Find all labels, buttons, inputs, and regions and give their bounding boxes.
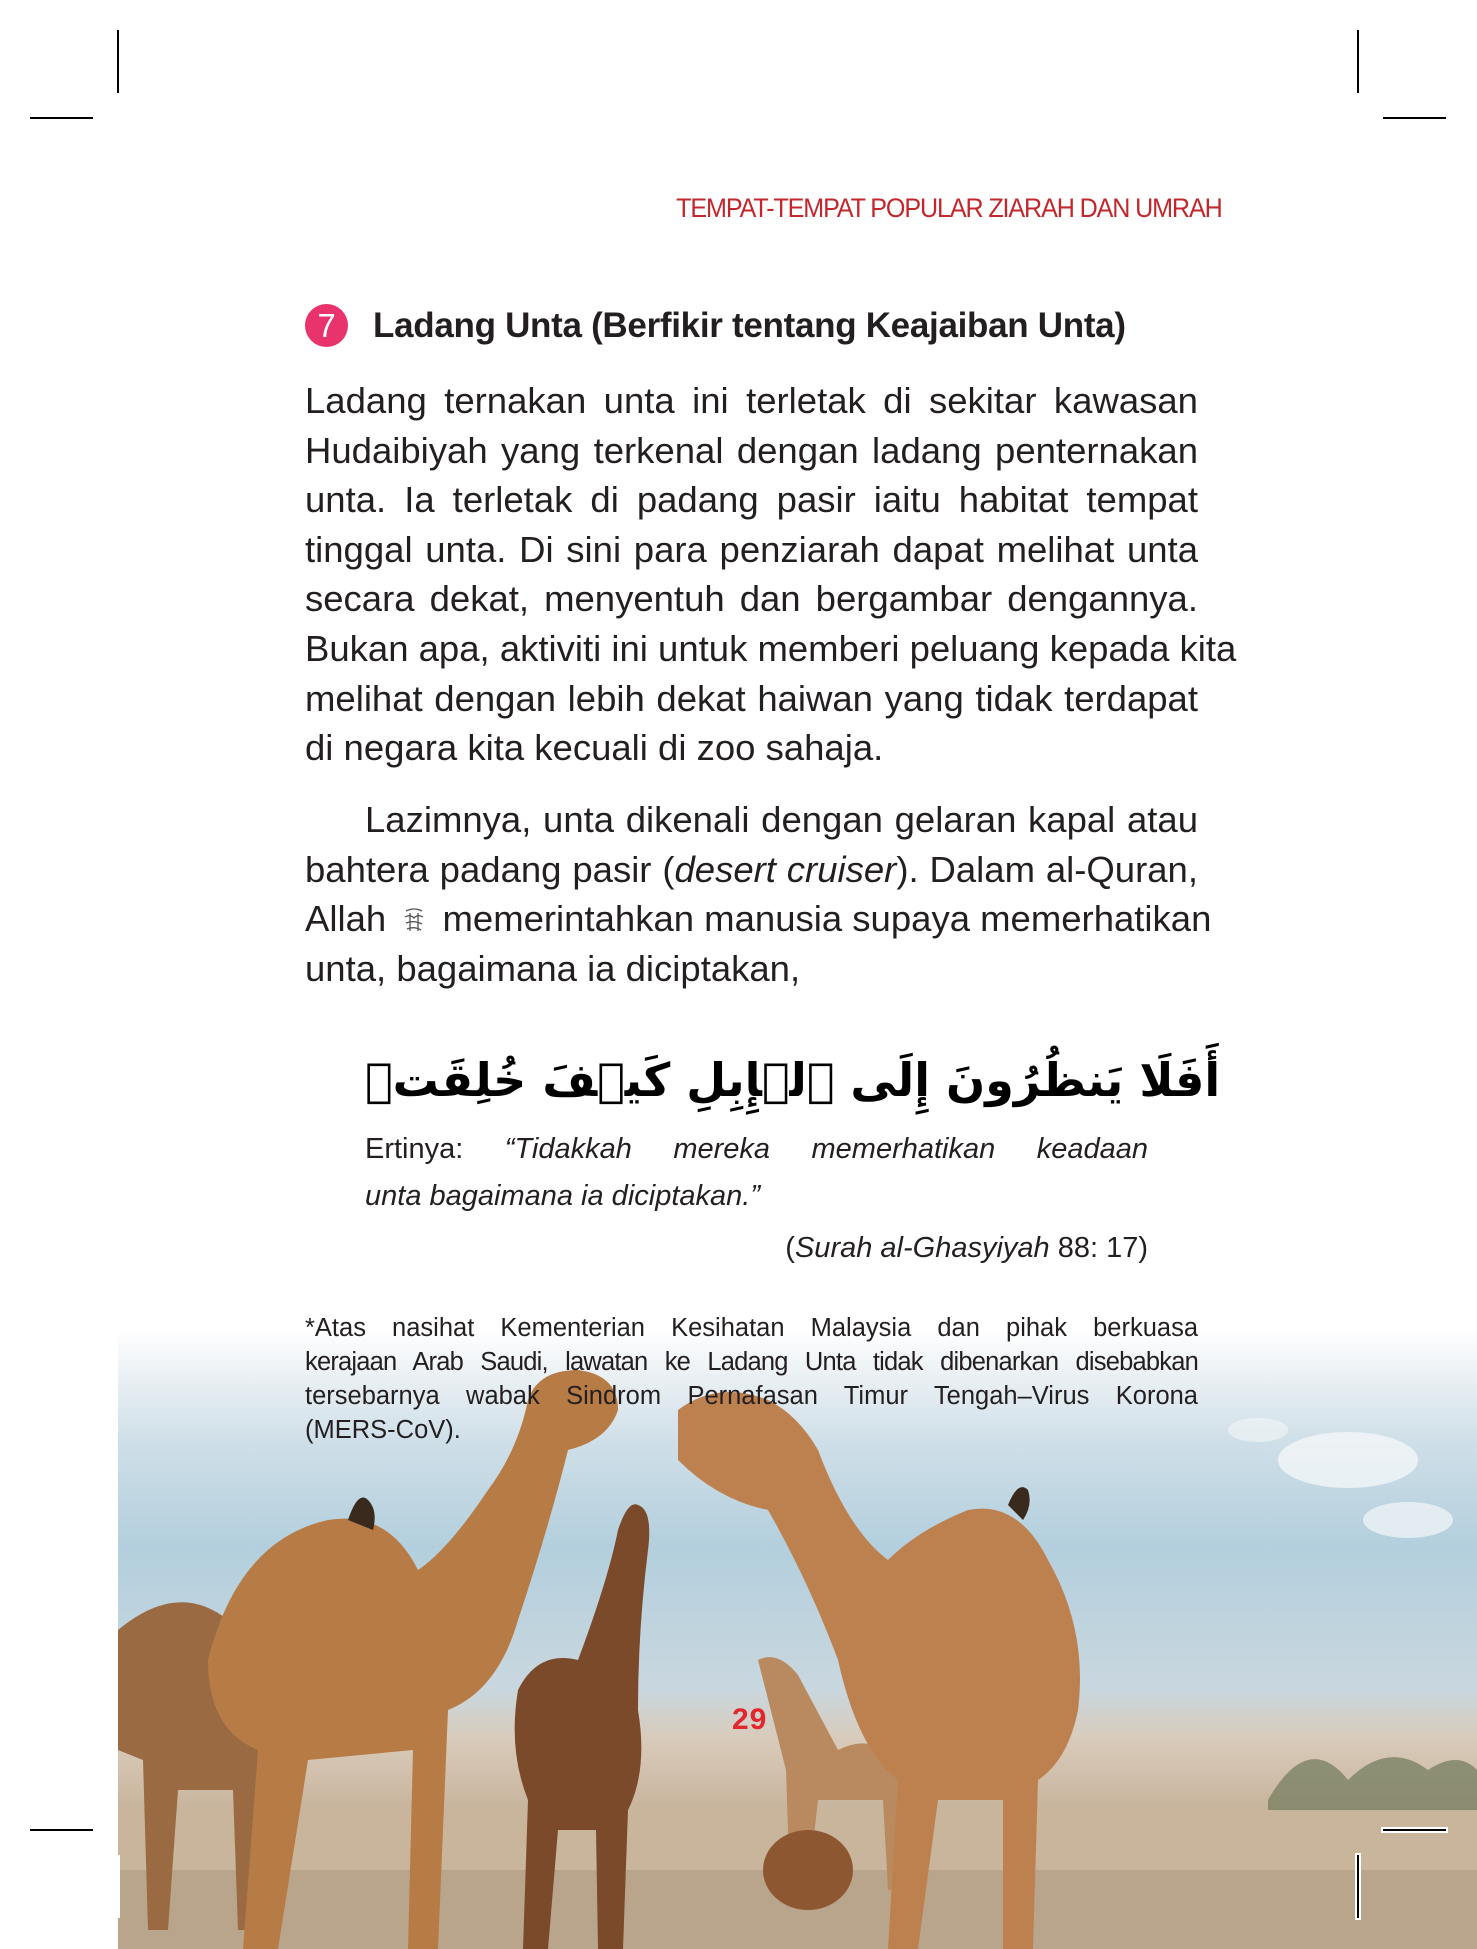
paragraph-line: Ladang ternakan unta ini terletak di sekitar kawasan (305, 380, 1198, 421)
text-run: ). Dalam al-Quran, (896, 848, 1198, 890)
translation-line (365, 1126, 1148, 1173)
paragraph-line: Bukan apa, aktiviti ini untuk memberi peluang kepada kita (305, 627, 1237, 669)
translation-line (365, 1173, 1148, 1220)
arabic-verse-text: أَفَلَا يَنظُرُونَ إِلَى ٱلۡإِبِلِ كَيۡفَ خُلِقَتۡ (365, 1053, 1221, 1107)
paragraph-line: unta, bagaimana ia diciptakan, (305, 947, 801, 989)
paragraph-line: unta. Ia terletak di padang pasir iaitu habitat tempat (305, 479, 1198, 521)
crop-mark-top-right-vertical (1357, 30, 1359, 93)
paragraph-line (305, 894, 1212, 944)
text-run: Allah (305, 898, 387, 940)
section-heading (305, 304, 1126, 347)
paragraph-line: Hudaibiyah yang terkenal dengan ladang penternakan (305, 429, 1198, 471)
paragraph-line: Lazimnya, unta dikenali dengan gelaran kapal atau (365, 799, 1198, 840)
footnote (305, 1311, 1198, 1447)
section-title: Ladang Unta (Berfikir tentang Keajaiban Unta) (373, 305, 1126, 345)
paragraph-1 (305, 376, 1237, 773)
paragraph-line (305, 845, 1198, 895)
italic-term: desert cruiser (674, 848, 897, 890)
paragraph-line: di negara kita kecuali di zoo sahaja. (305, 727, 884, 769)
text-run: ( (785, 1232, 795, 1264)
crop-mark-bottom-right-horizontal (1383, 1829, 1446, 1831)
crop-mark-bottom-left-vertical (118, 1855, 120, 1918)
verse-translation (365, 1126, 1148, 1220)
running-head: TEMPAT-TEMPAT POPULAR ZIARAH DAN UMRAH (676, 193, 1222, 223)
footnote-line: *Atas nasihat Kementerian Kesihatan Malaysia dan pihak berkuasa (305, 1314, 1198, 1342)
crop-mark-bottom-left-horizontal (30, 1829, 93, 1831)
translation-label: Ertinya: (365, 1133, 505, 1165)
text-run: memerintahkan manusia supaya memerhatikan (442, 898, 1212, 940)
footnote-line: tersebarnya wabak Sindrom Pernafasan Timur Tengah–Virus Korona (305, 1382, 1198, 1410)
text-run: bahtera padang pasir ( (305, 848, 675, 890)
footnote-line: kerajaan Arab Saudi, lawatan ke Ladang Unta tidak dibenarkan disebabkan (305, 1348, 1198, 1376)
crop-mark-top-left-vertical (117, 30, 119, 93)
surah-name: Surah al-Ghasyiyah (794, 1232, 1050, 1264)
footnote-line: (MERS-CoV). (305, 1416, 461, 1444)
paragraph-2 (305, 795, 1212, 993)
crop-mark-bottom-right-vertical (1357, 1855, 1359, 1918)
crop-mark-top-left-horizontal (30, 117, 93, 119)
paragraph-line: melihat dengan lebih dekat haiwan yang tidak terdapat (305, 677, 1198, 719)
paragraph-line: tinggal unta. Di sini para penziarah dapat melihat unta (305, 528, 1198, 570)
crop-mark-top-right-horizontal (1383, 117, 1446, 119)
swt-calligraphy-icon (400, 905, 428, 935)
section-number-badge: 7 (305, 304, 348, 347)
paragraph-line: secara dekat, menyentuh dan bergambar dengannya. (305, 578, 1198, 620)
quran-verse (365, 1038, 1221, 1122)
translation-italic: unta bagaimana ia diciptakan.” (365, 1180, 760, 1212)
translation-italic: “Tidakkah mereka memerhatikan keadaan (504, 1133, 1148, 1165)
page-number: 29 (732, 1703, 768, 1736)
verse-reference: 88: 17) (1049, 1232, 1148, 1264)
verse-citation (365, 1232, 1148, 1265)
